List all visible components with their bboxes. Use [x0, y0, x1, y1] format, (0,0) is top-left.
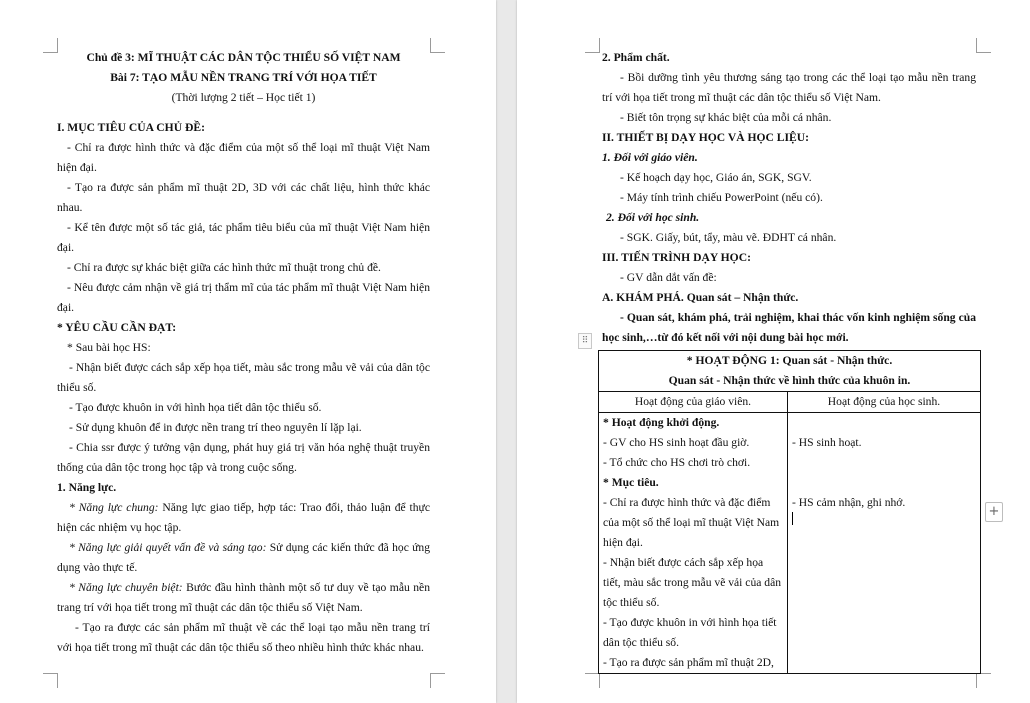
teacher-line: tiết, màu sắc trong mẫu vẽ vải của dân [603, 576, 782, 589]
lesson-duration: (Thời lượng 2 tiết – Học tiết 1) [171, 91, 316, 104]
requirements-heading: * YÊU CẦU CẦN ĐẠT: [57, 321, 177, 334]
teacher-activity-cell[interactable] [599, 413, 788, 674]
student-item: - SGK. Giấy, bút, tẩy, màu vẽ. ĐDHT cá nhân. [620, 231, 837, 244]
capability-problem-solving [57, 538, 430, 578]
teacher-line: dân tộc thiểu số. [603, 636, 679, 649]
goal-item: - Tạo ra được sản phẩm mĩ thuật 2D, 3D với các chất liệu, hình thức khác nhau. [57, 181, 430, 214]
goal-item: - Chỉ ra được sự khác biệt giữa các hình thức mĩ thuật trong chủ đề. [67, 261, 381, 274]
margin-mark [976, 673, 991, 688]
teacher-line: - Tổ chức cho HS chơi trò chơi. [603, 456, 751, 469]
teacher-item: - Máy tính trình chiếu PowerPoint (nếu có). [620, 191, 823, 204]
teacher-line: - Chỉ ra được hình thức và đặc điểm [603, 496, 771, 509]
teacher-line: * Mục tiêu. [603, 476, 659, 489]
requirement-item: - Tạo được khuôn in với hình họa tiết dân tộc thiểu số. [69, 401, 322, 414]
text-cursor [792, 512, 793, 525]
activity-table [598, 350, 981, 674]
student-line: - HS sinh hoạt. [791, 436, 862, 449]
margin-mark [585, 673, 600, 688]
capability-specific [57, 578, 430, 618]
left-page [0, 0, 496, 703]
student-activity-cell[interactable] [787, 413, 980, 674]
add-row-button[interactable]: + [985, 502, 1003, 522]
quality-item: - Biết tôn trọng sự khác biệt của mỗi cá nhân. [620, 111, 832, 124]
student-heading: 2. Đối với học sinh. [606, 211, 700, 224]
capability-general [57, 498, 430, 538]
spacer [792, 413, 976, 433]
teacher-line: của một số thể loại mĩ thuật Việt Nam [603, 516, 780, 529]
left-page-body [57, 48, 430, 658]
right-page-body [602, 48, 976, 348]
capability-product: - Tạo ra được các sản phẩm mĩ thuật về các thể loại tạo mẫu nền trang trí với họa tiết trong mĩ thuật các dân tộc thiểu số theo nhiều hình thức khác nhau. [57, 621, 430, 654]
quality-item: - Bồi dưỡng tình yêu thương sáng tạo trong các thể loại tạo mẫu nền trang trí với họa tiết trong mĩ thuật các dân tộc thiểu số Việt Nam. [602, 71, 976, 104]
requirement-item: - Chia ssr được ý tưởng vận dụng, phát huy giá trị văn hóa nghệ thuật truyền thống của dân tộc trong học tập và trong cuộc sống. [57, 441, 430, 474]
explore-text: - Quan sát, khám phá, trải nghiệm, khai thác vốn kinh nghiệm sống của học sinh,…từ đó kết nối với nội dung bài học mới. [602, 311, 976, 344]
col-header-teacher[interactable]: Hoạt động của giáo viên. [599, 392, 788, 413]
teacher-item: - Kế hoạch dạy học, Giáo án, SGK, SGV. [620, 171, 812, 184]
objectives-heading: I. MỤC TIÊU CỦA CHỦ ĐỀ: [57, 121, 205, 134]
teacher-line: - Tạo ra được sản phẩm mĩ thuật 2D, [603, 656, 774, 669]
requirement-item: - Sử dụng khuôn để in được nền trang trí theo nguyên lí lặp lại. [69, 421, 362, 434]
margin-mark [430, 673, 445, 688]
goal-item: - Nêu được cảm nhận về giá trị thẩm mĩ của tác phẩm mĩ thuật Việt Nam hiện đại. [57, 281, 430, 314]
lesson-title: Bài 7: TẠO MẪU NỀN TRANG TRÍ VỚI HỌA TIẾT [110, 71, 377, 84]
capabilities-heading: 1. Năng lực. [57, 481, 117, 494]
capability-label: * Năng lực chung: [69, 501, 159, 514]
margin-mark [430, 38, 445, 53]
capability-text: Năng lực giao tiếp, hợp tác: Trao đổi, thảo luận để thực hiện các nhiệm vụ học tập. [57, 501, 430, 534]
margin-mark [585, 38, 600, 53]
capability-label: * Năng lực chuyên biệt: [69, 581, 183, 594]
margin-mark [43, 38, 58, 53]
capability-text: Bước đầu hình thành một số tư duy về tạo mẫu nền trang trí với họa tiết trong mĩ thuật các dân tộc thiểu số Việt Nam. [57, 581, 431, 614]
col-header-student[interactable]: Hoạt động của học sinh. [787, 392, 980, 413]
explore-heading: A. KHÁM PHÁ. Quan sát – Nhận thức. [602, 291, 799, 304]
capability-text: Sử dụng các kiến thức đã học ứng dụng vào thực tế. [57, 541, 430, 574]
requirements-intro: * Sau bài học HS: [67, 341, 151, 354]
teacher-line: * Hoạt động khởi động. [603, 416, 720, 429]
teacher-heading: 1. Đối với giáo viên. [602, 151, 698, 164]
teacher-line: - Nhận biết được cách sắp xếp họa [603, 556, 764, 569]
teacher-line: hiện đại. [603, 536, 643, 549]
goal-item: - Chỉ ra được hình thức và đặc điểm của một số thể loại mĩ thuật Việt Nam hiện đại. [57, 141, 430, 174]
lesson-topic-title: Chủ đề 3: MĨ THUẬT CÁC DÂN TỘC THIỂU SỐ VIỆT NAM [86, 51, 401, 64]
margin-mark [976, 38, 991, 53]
table-move-handle[interactable]: ⠿ [578, 333, 592, 349]
spacer [792, 453, 976, 473]
capability-label: * Năng lực giải quyết vấn đề và sáng tạo: [69, 541, 267, 554]
teacher-line: tộc thiểu số. [603, 596, 660, 609]
intro-line: - GV dẫn dắt vấn đề: [620, 271, 717, 284]
table-header-row [599, 392, 981, 413]
goal-item: - Kể tên được một số tác giả, tác phẩm tiêu biểu của mĩ thuật Việt Nam hiện đại. [57, 221, 430, 254]
margin-mark [43, 673, 58, 688]
spacer [57, 108, 430, 118]
teacher-line: - GV cho HS sinh hoạt đầu giờ. [603, 436, 750, 449]
activity-subtitle: Quan sát - Nhận thức về hình thức của khuôn in. [668, 374, 911, 387]
spacer [792, 473, 976, 493]
equipment-heading: II. THIẾT BỊ DẠY HỌC VÀ HỌC LIỆU: [602, 131, 810, 144]
table-row [599, 413, 981, 674]
table-title-cell[interactable] [599, 351, 981, 392]
table-title-row [599, 351, 981, 392]
student-line: - HS cảm nhận, ghi nhớ. [791, 496, 906, 509]
teacher-line: - Tạo được khuôn in với hình họa tiết [603, 616, 777, 629]
qualities-heading: 2. Phẩm chất. [602, 51, 670, 64]
process-heading: III. TIẾN TRÌNH DẠY HỌC: [602, 251, 751, 264]
requirement-item: - Nhận biết được cách sắp xếp họa tiết, màu sắc trong mẫu vẽ vải của dân tộc thiểu số. [57, 361, 430, 394]
activity-title: * HOẠT ĐỘNG 1: Quan sát - Nhận thức. [686, 354, 893, 367]
